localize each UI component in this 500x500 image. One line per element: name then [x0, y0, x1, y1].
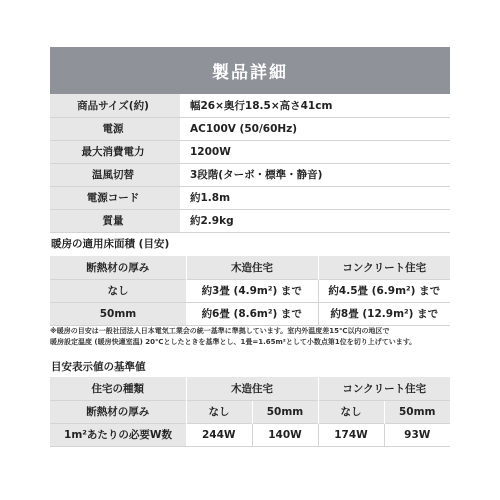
standard-insulation-cell: 50mm	[252, 400, 318, 423]
area-header-wood: 木造住宅	[186, 256, 318, 279]
area-wood-value: 約6畳 (8.6m²) まで	[186, 302, 318, 325]
table-row	[50, 163, 450, 186]
area-header-concrete: コンクリート住宅	[318, 256, 450, 279]
spec-key: 電源	[50, 117, 180, 140]
footnote-line: ※暖房の目安は一般社団法人日本電気工業会の統一基準に準拠しています。室内外温度差15℃以内の地区で	[50, 327, 390, 335]
area-row-key: 50mm	[50, 302, 186, 325]
table-row	[50, 117, 450, 140]
spec-value: 幅26×奥行18.5×高さ41cm	[180, 94, 450, 117]
area-section-title: 暖房の適用床面積 (目安)	[51, 238, 170, 250]
standard-row-key: 住宅の種類	[50, 377, 186, 400]
spec-key: 最大消費電力	[50, 140, 180, 163]
spec-table	[50, 94, 450, 233]
standard-insulation-cell: なし	[318, 400, 384, 423]
area-concrete-value: 約4.5畳 (6.9m²) まで	[318, 279, 450, 302]
area-concrete-value: 約8畳 (12.9m²) まで	[318, 302, 450, 325]
spec-value: 約2.9kg	[180, 209, 450, 232]
spec-value: 1200W	[180, 140, 450, 163]
spec-value: AC100V (50/60Hz)	[180, 117, 450, 140]
area-row-key: なし	[50, 279, 186, 302]
standard-row-key: 1m²あたりの必要W数	[50, 423, 186, 446]
spec-key: 質量	[50, 209, 180, 232]
spec-value: 約1.8m	[180, 186, 450, 209]
spec-value: 3段階(ターボ・標準・静音)	[180, 163, 450, 186]
table-row	[50, 423, 450, 446]
spec-key: 温風切替	[50, 163, 180, 186]
table-header-row	[50, 400, 450, 423]
standard-insulation-cell: なし	[186, 400, 252, 423]
footnote	[50, 326, 452, 348]
table-header-row	[50, 256, 450, 279]
standard-watt-cell: 244W	[186, 423, 252, 446]
standard-watt-cell: 174W	[318, 423, 384, 446]
table-row	[50, 140, 450, 163]
table-row	[50, 209, 450, 232]
table-row	[50, 94, 450, 117]
spec-key: 電源コード	[50, 186, 180, 209]
area-table	[50, 256, 450, 326]
area-header-insulation: 断熱材の厚み	[50, 256, 186, 279]
standard-insulation-cell: 50mm	[384, 400, 450, 423]
footnote-line: 暖房設定温度 (暖房快適室温) 20℃としたときを基準とし、1畳=1.65m²として小数点第1位を切り上げています。	[50, 338, 417, 346]
area-wood-value: 約3畳 (4.9m²) まで	[186, 279, 318, 302]
table-row	[50, 279, 450, 302]
page-title: 製品詳細	[50, 47, 450, 94]
standard-section-title: 目安表示値の基準値	[51, 361, 146, 373]
spec-key: 商品サイズ(約)	[50, 94, 180, 117]
table-row	[50, 186, 450, 209]
standard-watt-cell: 93W	[384, 423, 450, 446]
table-row	[50, 302, 450, 325]
standard-watt-cell: 140W	[252, 423, 318, 446]
standard-header-wood: 木造住宅	[186, 377, 318, 400]
standard-table	[50, 377, 450, 447]
standard-header-concrete: コンクリート住宅	[318, 377, 450, 400]
table-header-row	[50, 377, 450, 400]
standard-row-key: 断熱材の厚み	[50, 400, 186, 423]
